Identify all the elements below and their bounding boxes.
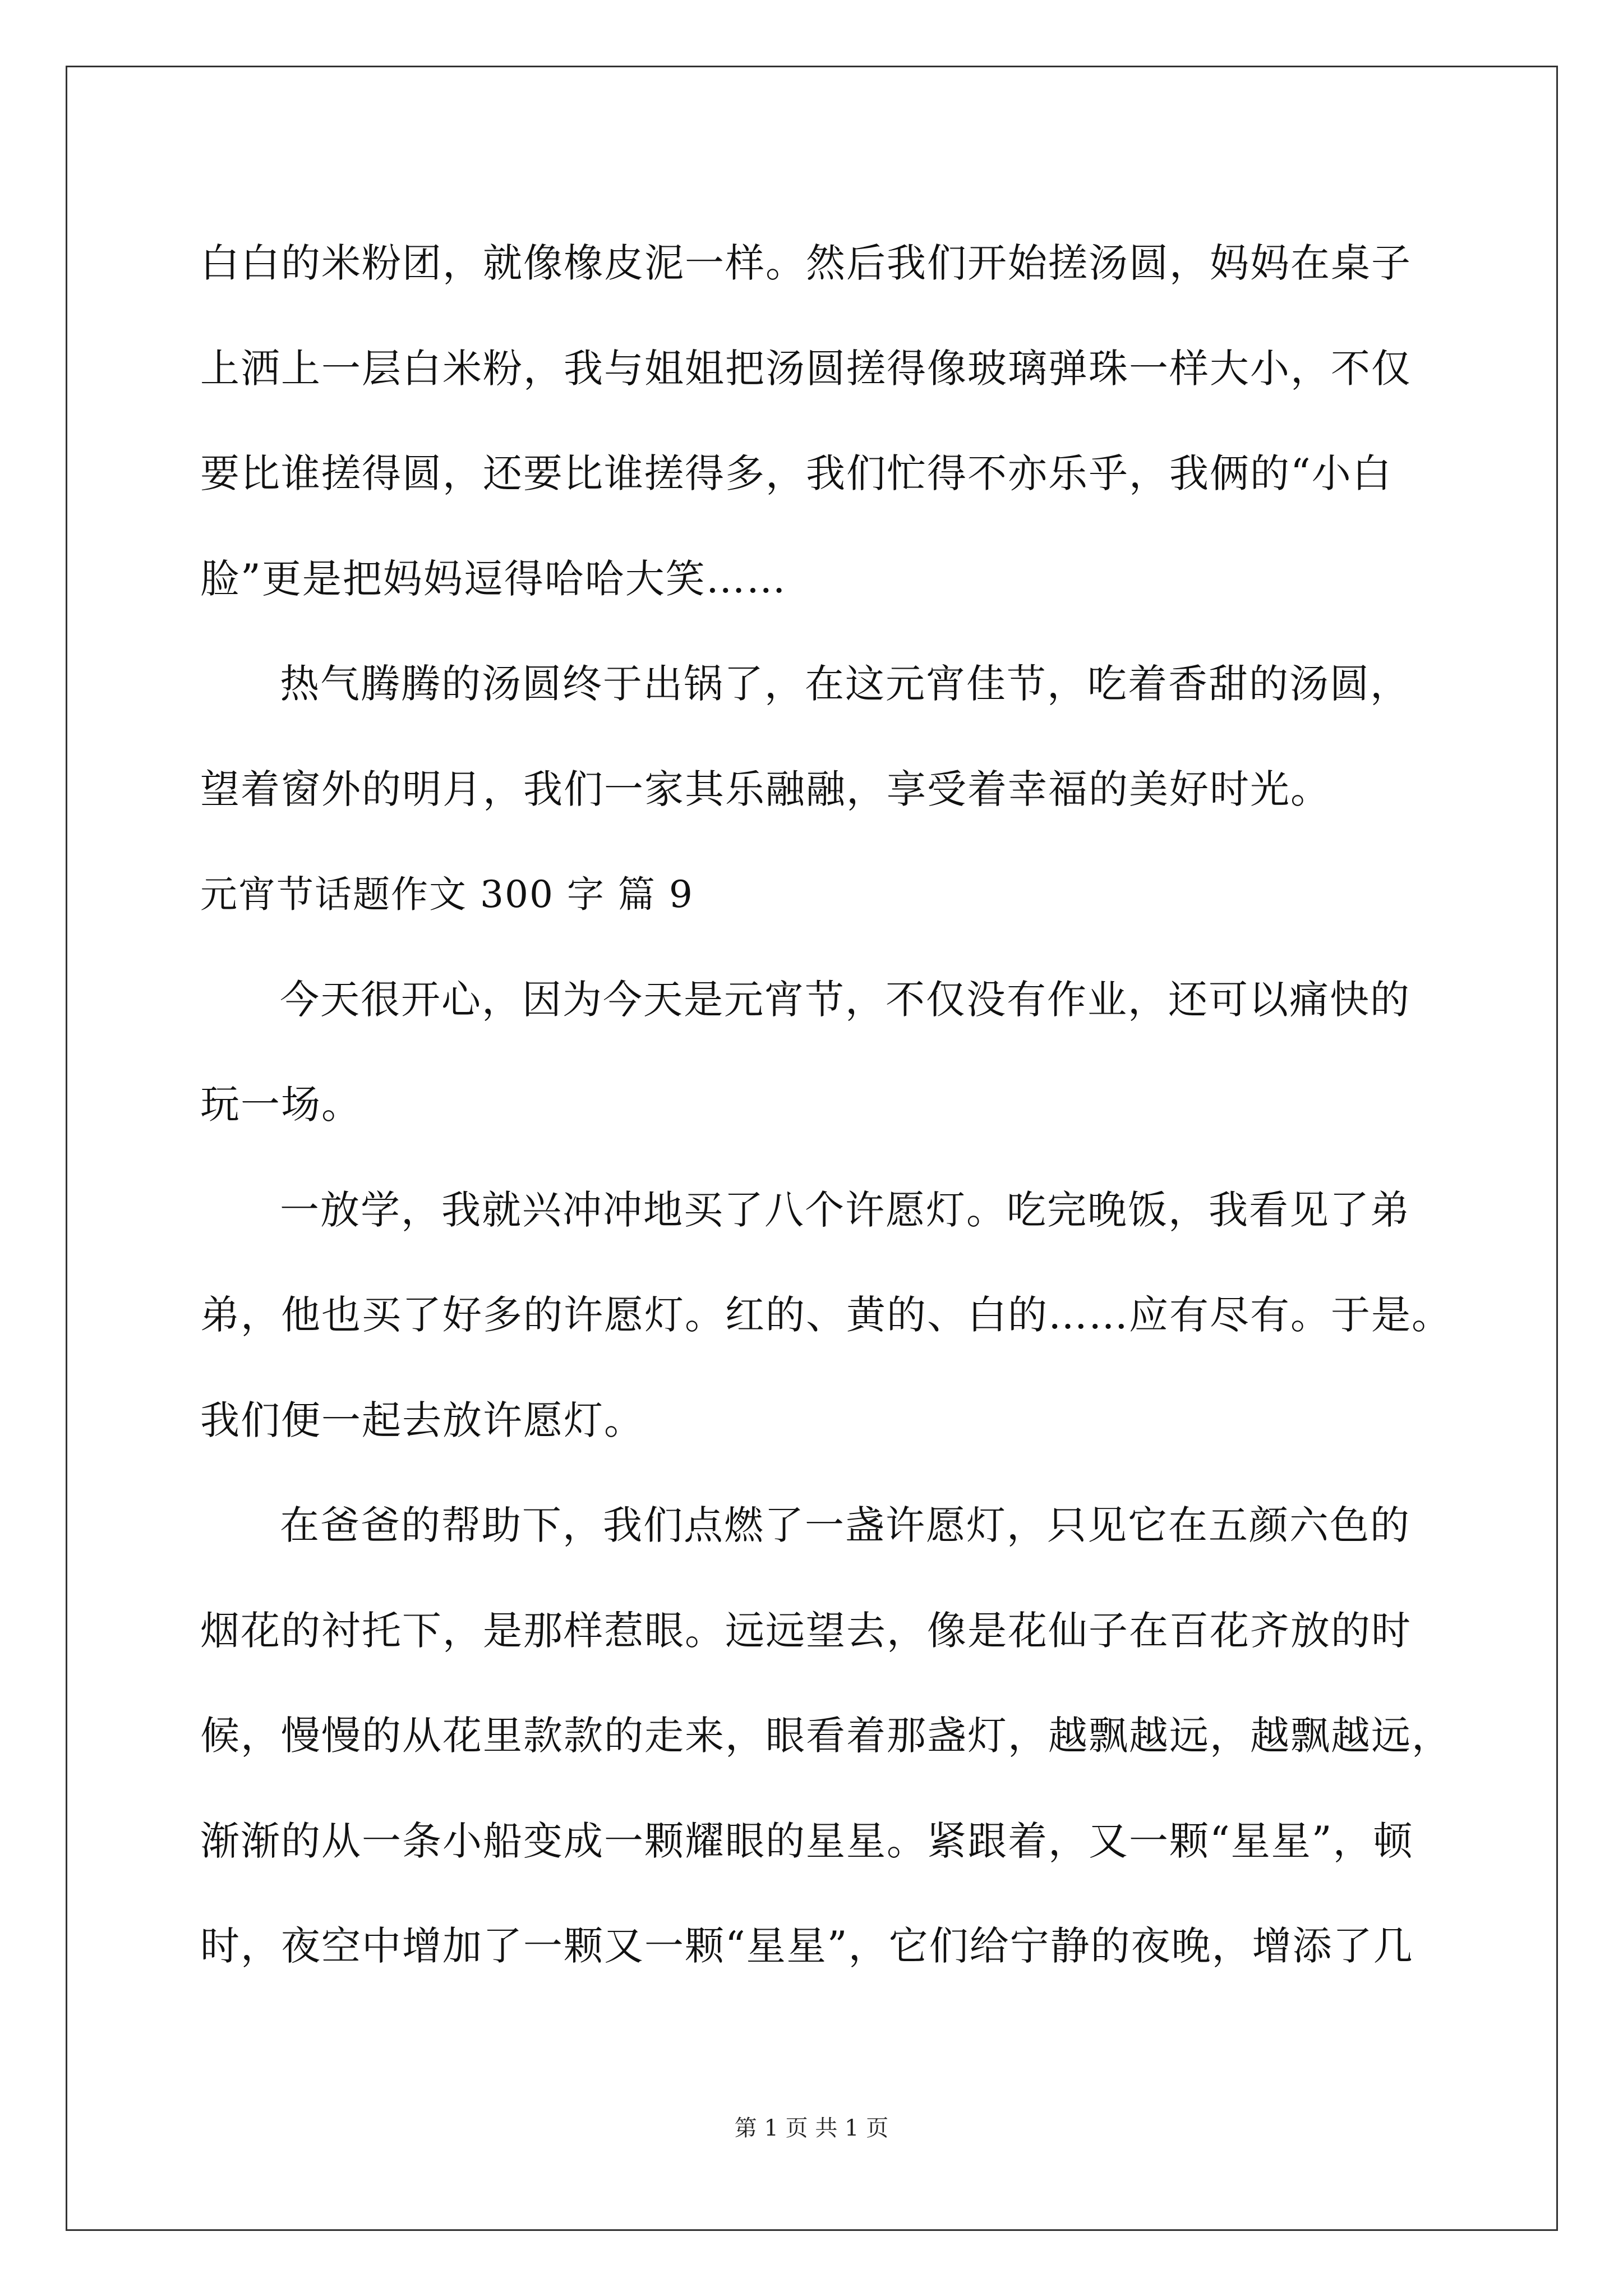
text-line: 时，夜空中增加了一颗又一颗“星星”，它们给宁静的夜晚，增添了几 bbox=[200, 1923, 1414, 1969]
text-line: 脸”更是把妈妈逗得哈哈大笑…… bbox=[200, 555, 787, 602]
text-line: 要比谁搓得圆，还要比谁搓得多，我们忙得不亦乐乎，我俩的“小白 bbox=[200, 450, 1393, 496]
paragraph-first-line: 今天很开心，因为今天是元宵节，不仅没有作业，还可以痛快的 bbox=[280, 976, 1410, 1023]
paragraph-first-line: 一放学，我就兴冲冲地买了八个许愿灯。吃完晚饭，我看见了弟 bbox=[280, 1186, 1410, 1233]
text-line: 烟花的衬托下，是那样惹眼。远远望去，像是花仙子在百花齐放的时 bbox=[200, 1607, 1412, 1654]
text-line: 白白的米粉团，就像橡皮泥一样。然后我们开始搓汤圆，妈妈在桌子 bbox=[200, 240, 1412, 286]
paragraph-first-line: 在爸爸的帮助下，我们点燃了一盏许愿灯，只见它在五颜六色的 bbox=[280, 1502, 1410, 1548]
text-line: 上洒上一层白米粉，我与姐姐把汤圆搓得像玻璃弹珠一样大小，不仅 bbox=[200, 345, 1412, 392]
section-heading: 元宵节话题作文 300 字 篇 9 bbox=[200, 873, 694, 916]
text-line: 玩一场。 bbox=[200, 1082, 362, 1128]
text-line: 候，慢慢的从花里款款的走来，眼看着那盏灯，越飘越远，越飘越远， bbox=[200, 1713, 1452, 1759]
paragraph-first-line: 热气腾腾的汤圆终于出锅了，在这元宵佳节，吃着香甜的汤圆， bbox=[280, 661, 1410, 707]
text-line: 望着窗外的明月，我们一家其乐融融，享受着幸福的美好时光。 bbox=[200, 766, 1331, 812]
document-body bbox=[200, 211, 1452, 1999]
text-line: 渐渐的从一条小船变成一颗耀眼的星星。紧跟着，又一颗“星星”，顿 bbox=[200, 1818, 1414, 1864]
text-line: 弟，他也买了好多的许愿灯。红的、黄的、白的……应有尽有。于是。 bbox=[200, 1292, 1452, 1338]
text-line: 我们便一起去放许愿灯。 bbox=[200, 1397, 644, 1443]
page-number-footer: 第 1 页 共 1 页 bbox=[734, 2115, 889, 2141]
